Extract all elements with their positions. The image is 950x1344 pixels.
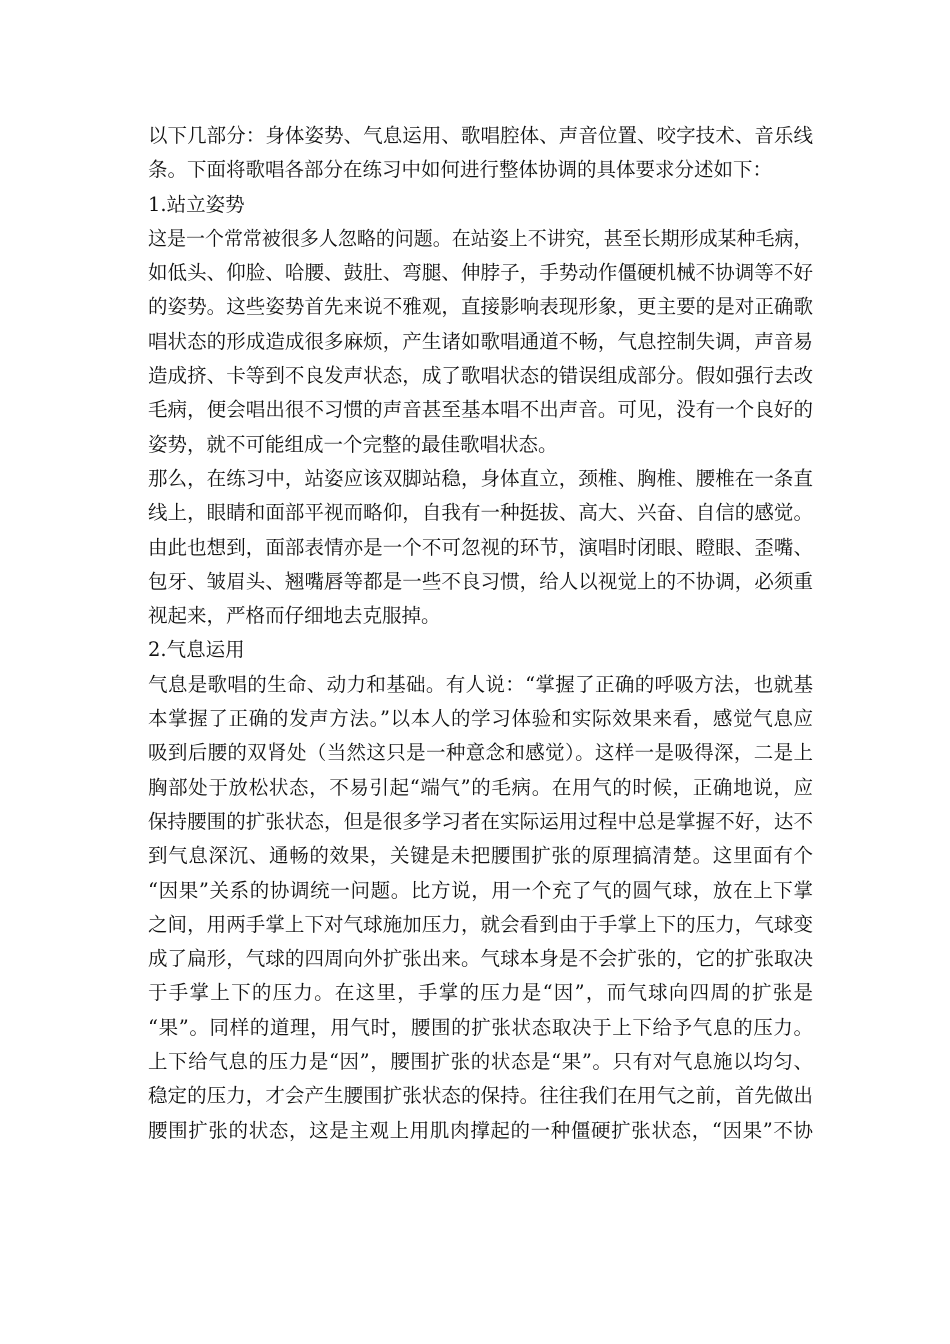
text-line: “果”。同样的道理，用气时，腰围的扩张状态取决于上下给予气息的压力。	[148, 1015, 813, 1039]
text-line: “因果”关系的协调统一问题。比方说，用一个充了气的圆气球，放在上下掌	[148, 878, 813, 902]
text-line: 如低头、仰脸、哈腰、鼓肚、弯腿、伸脖子，手势动作僵硬机械不协调等不好	[148, 261, 813, 285]
text-line: 到气息深沉、通畅的效果，关键是未把腰围扩张的原理搞清楚。这里面有个	[148, 844, 813, 868]
text-line: 视起来，严格而仔细地去克服掉。	[148, 604, 441, 628]
text-line: 气息是歌唱的生命、动力和基础。有人说：“掌握了正确的呼吸方法，也就基	[148, 672, 813, 696]
text-line: 以下几部分：身体姿势、气息运用、歌唱腔体、声音位置、咬字技术、音乐线	[148, 124, 813, 147]
text-line: 腰围扩张的状态，这是主观上用肌肉撑起的一种僵硬扩张状态，“因果”不协	[148, 1118, 813, 1142]
text-line: 胸部处于放松状态，不易引起“端气”的毛病。在用气的时候，正确地说，应	[148, 775, 813, 799]
text-line: 保持腰围的扩张状态，但是很多学习者在实际运用过程中总是掌握不好，达不	[148, 809, 813, 833]
text-line: 唱状态的形成造成很多麻烦，产生诸如歌唱通道不畅，气息控制失调，声音易	[148, 329, 813, 353]
section-heading: 2.气息运用	[148, 638, 245, 662]
text-line: 于手掌上下的压力。在这里，手掌的压力是“因”，而气球向四周的扩张是	[148, 981, 813, 1005]
text-line: 线上，眼睛和面部平视而略仰，自我有一种挺拔、高大、兴奋、自信的感觉。	[148, 501, 813, 525]
text-line: 本掌握了正确的发声方法。”以本人的学习体验和实际效果来看，感觉气息应	[148, 707, 813, 731]
text-line: 之间，用两手掌上下对气球施加压力，就会看到由于手掌上下的压力，气球变	[148, 912, 813, 936]
text-line: 的姿势。这些姿势首先来说不雅观，直接影响表现形象，更主要的是对正确歌	[148, 295, 813, 319]
text-line: 稳定的压力，才会产生腰围扩张状态的保持。往往我们在用气之前，首先做出	[148, 1084, 813, 1108]
text-line: 上下给气息的压力是“因”，腰围扩张的状态是“果”。只有对气息施以均匀、	[148, 1050, 813, 1074]
text-line: 造成挤、卡等到不良发声状态，成了歌唱状态的错误组成部分。假如强行去改	[148, 364, 813, 388]
text-line: 毛病，便会唱出很不习惯的声音甚至基本唱不出声音。可见，没有一个良好的	[148, 398, 813, 422]
body-text	[148, 119, 813, 1148]
section-heading: 1.站立姿势	[148, 192, 245, 216]
text-line: 那么，在练习中，站姿应该双脚站稳，身体直立，颈椎、胸椎、腰椎在一条直	[148, 466, 813, 490]
text-line: 吸到后腰的双肾处（当然这只是一种意念和感觉）。这样一是吸得深，二是上	[148, 741, 813, 765]
text-line: 由此也想到，面部表情亦是一个不可忽视的环节，演唱时闭眼、瞪眼、歪嘴、	[148, 535, 813, 559]
text-line: 姿势，就不可能组成一个完整的最佳歌唱状态。	[148, 432, 558, 456]
text-line: 成了扁形，气球的四周向外扩张出来。气球本身是不会扩张的，它的扩张取决	[148, 947, 813, 971]
text-line: 条。下面将歌唱各部分在练习中如何进行整体协调的具体要求分述如下：	[148, 158, 773, 182]
text-line: 这是一个常常被很多人忽略的问题。在站姿上不讲究，甚至长期形成某种毛病，	[148, 226, 813, 250]
text-line: 包牙、皱眉头、翘嘴唇等都是一些不良习惯，给人以视觉上的不协调，必须重	[148, 569, 813, 593]
